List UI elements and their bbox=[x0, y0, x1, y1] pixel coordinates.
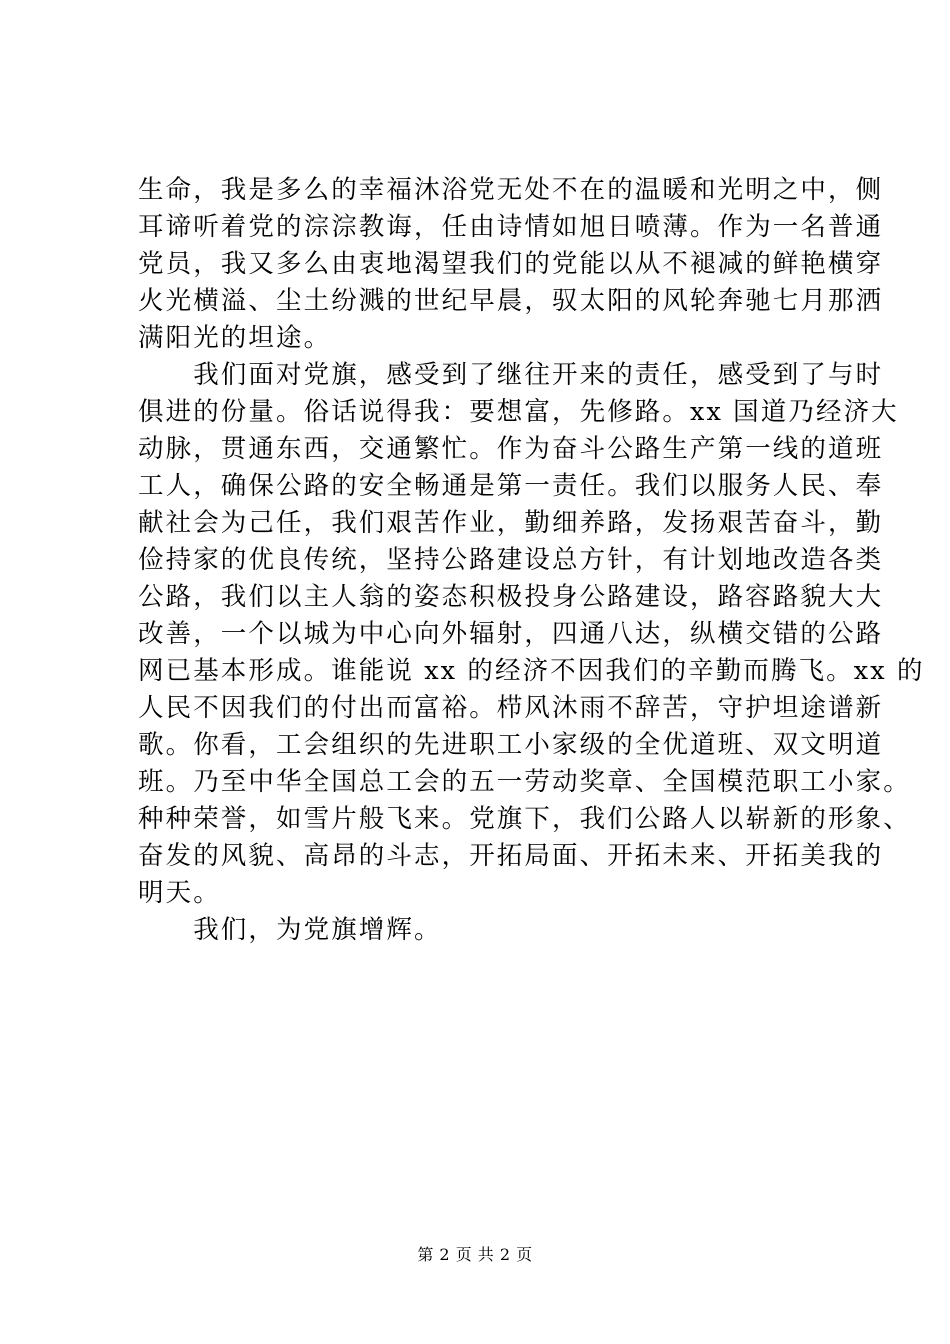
text-line: 耳谛听着党的淙淙教诲，任由诗情如旭日喷薄。作为一名普通 bbox=[138, 212, 884, 242]
text-line: 班。乃至中华全国总工会的五一劳动奖章、全国模范职工小家。 bbox=[138, 767, 911, 797]
body-text bbox=[138, 172, 925, 949]
text-line: 我们，为党旗增辉。 bbox=[138, 915, 442, 945]
text-line: 满阳光的坦途。 bbox=[138, 323, 332, 353]
text-line: 生命，我是多么的幸福沐浴党无处不在的温暖和光明之中，侧 bbox=[138, 175, 884, 205]
text-line: 奋发的风貌、高昂的斗志，开拓局面、开拓未来、开拓美我的 bbox=[138, 841, 884, 871]
text-line: 改善，一个以城为中心向外辐射，四通八达，纵横交错的公路 bbox=[138, 619, 884, 649]
text-line: 种种荣誉，如雪片般飞来。党旗下，我们公路人以崭新的形象、 bbox=[138, 804, 911, 834]
text-line: 俱进的份量。俗话说得我：要想富，先修路。xx 国道乃经济大 bbox=[138, 397, 899, 427]
text-line: 火光横溢、尘土纷溅的世纪早晨，驭太阳的风轮奔驰七月那洒 bbox=[138, 286, 884, 316]
text-line: 动脉，贯通东西，交通繁忙。作为奋斗公路生产第一线的道班 bbox=[138, 434, 884, 464]
text-line: 工人，确保公路的安全畅通是第一责任。我们以服务人民、奉 bbox=[138, 471, 884, 501]
text-line: 明天。 bbox=[138, 878, 221, 908]
text-line: 网已基本形成。谁能说 xx 的经济不因我们的辛勤而腾飞。xx 的 bbox=[138, 656, 925, 686]
page-number-footer: 第 2 页 共 2 页 bbox=[417, 1245, 533, 1264]
text-line: 我们面对党旗，感受到了继往开来的责任，感受到了与时 bbox=[138, 360, 884, 390]
text-line: 歌。你看，工会组织的先进职工小家级的全优道班、双文明道 bbox=[138, 730, 884, 760]
text-line: 党员，我又多么由衷地渴望我们的党能以从不褪减的鲜艳横穿 bbox=[138, 249, 884, 279]
text-line: 俭持家的优良传统，坚持公路建设总方针，有计划地改造各类 bbox=[138, 545, 884, 575]
text-line: 人民不因我们的付出而富裕。栉风沐雨不辞苦，守护坦途谱新 bbox=[138, 693, 884, 723]
text-line: 献社会为己任，我们艰苦作业，勤细养路，发扬艰苦奋斗，勤 bbox=[138, 508, 884, 538]
text-line: 公路，我们以主人翁的姿态积极投身公路建设，路容路貌大大 bbox=[138, 582, 884, 612]
